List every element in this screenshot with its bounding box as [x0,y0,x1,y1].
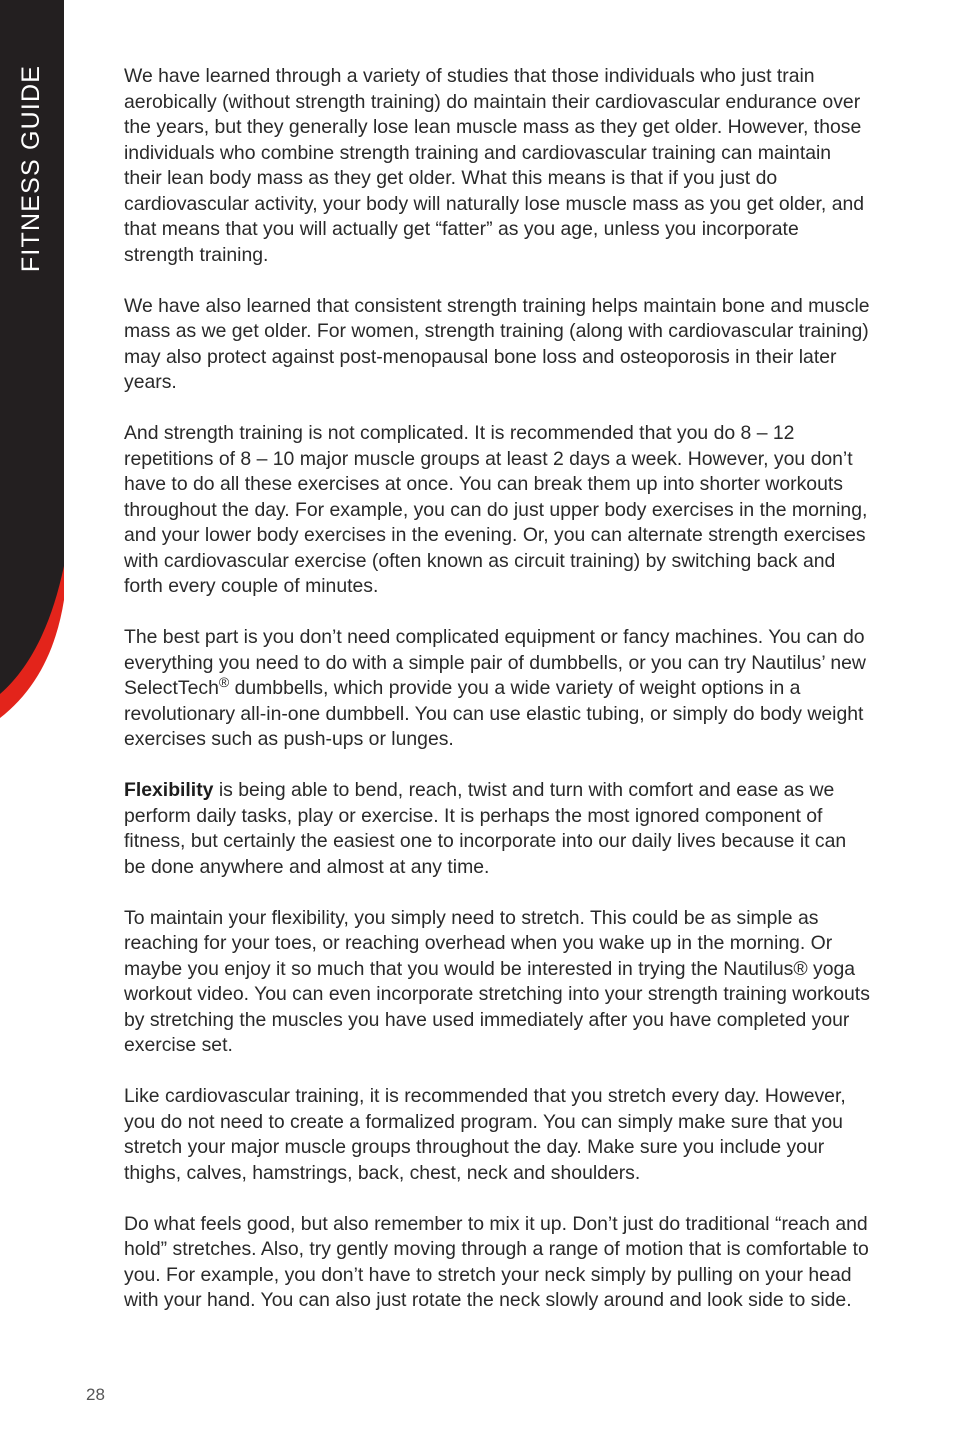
page-number: 28 [86,1385,105,1404]
paragraph-aerobic-vs-strength: We have learned through a variety of studies that those individuals who just train aerobically (without strength training) do maintain their cardiovascular endurance over the years, but they generally lose lean muscle mass as they get older. However, those individuals who combine strength training and cardiovascular training can maintain their lean body mass as they get older. What this means is that if you just do cardiovascular activity, your body will naturally lose muscle mass as you get older, and that means that you will actually get “fatter” as you age, unless you incorporate strength training. [124,65,865,266]
paragraph-mix-it-up: Do what feels good, but also remember to mix it up. Don’t just do traditional “reach and hold” stretches. Also, try gently moving through a range of motion that is comfortable to you. For example, you don’t have to stretch your neck simply by pulling on your head with your hand. You can also just rotate the neck slowly around and look side to side. [124,1212,869,1311]
registered-mark: ® [218,674,230,690]
paragraph-stretching: To maintain your flexibility, you simply need to stretch. This could be as simple as reaching for your toes, or reaching overhead when you wake up in the morning. Or maybe you enjoy it so much that you would be interested in trying the Nautilus® yoga workout video. You can even incorporate stretching into your strength training workouts by stretching the muscles you have used immediately after you have completed your exercise set. [124,906,870,1056]
sidebar-tab [0,0,64,720]
paragraph-flexibility-definition [124,778,870,880]
paragraph-bone-mass: We have also learned that consistent strength training helps maintain bone and muscle mass as we get older. For women, strength training (along with cardiovascular training) may also protect against post-menopausal bone loss and osteoporosis in their later years. [124,294,870,393]
flexibility-definition-text: is being able to bend, reach, twist and turn with comfort and ease as we perform daily tasks, play or exercise. It is perhaps the most ignored component of fitness, but certainly the easiest one to incorporate into our daily lives because it can be done anywhere and almost at any time. [124,779,847,878]
equipment-text-before: The best part is you don’t need complicated equipment or fancy machines. You can do everything you need to do with a simple pair of dumbbells, or you can try Nautilus’ new SelectTech [124,626,866,699]
sidebar-title-container [14,62,50,274]
article-body [124,64,870,1339]
paragraph-equipment [124,625,870,753]
sidebar-title: FITNESS GUIDE [17,64,46,272]
equipment-text-after: dumbbells, which provide you a wide variety of weight options in a revolutionary all-in-one dumbbell. You can use elastic tubing, or simply do body weight exercises such as push-ups or lunges. [124,677,864,750]
paragraph-daily-stretch: Like cardiovascular training, it is recommended that you stretch every day. However, you do not need to create a formalized program. You can simply make sure that you stretch your major muscle groups throughout the day. Make sure you include your thighs, calves, hamstrings, back, chest, neck and shoulders. [124,1085,846,1184]
flexibility-term: Flexibility [124,779,214,801]
paragraph-strength-routine: And strength training is not complicated. It is recommended that you do 8 – 12 repetitions of 8 – 10 major muscle groups at least 2 days a week. However, you don’t have to do all these exercises at once. You can break them up into shorter workouts throughout the day. For example, you can do just upper body exercises in the morning, and your lower body exercises in the evening. Or, you can alternate strength exercises with cardiovascular exercise (often known as circuit training) by switching back and forth every couple of minutes. [124,422,868,597]
